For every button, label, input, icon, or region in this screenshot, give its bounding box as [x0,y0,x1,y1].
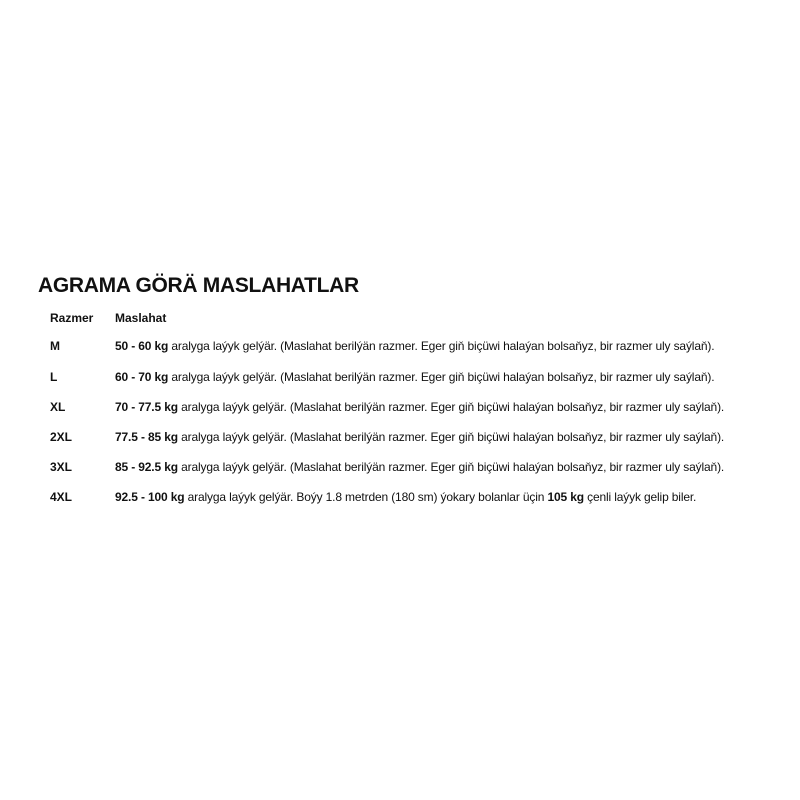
size-row-4xl [0,490,800,508]
weight-range: 85 - 92.5 kg [115,460,178,474]
advice-description: aralyga laýyk gelýär. (Maslahat berilýän razmer. Eger giň biçüwi halaýan bolsaňyz, bir razmer uly saýlaň). [168,339,715,353]
advice-text [115,460,724,474]
advice-description: aralyga laýyk gelýär. (Maslahat berilýän razmer. Eger giň biçüwi halaýan bolsaňyz, bir razmer uly saýlaň). [177,400,725,414]
size-label: 3XL [50,460,73,474]
size-label: XL [50,400,66,414]
size-row-2xl [0,430,800,448]
advice-description: aralyga laýyk gelýär. (Maslahat berilýän razmer. Eger giň biçüwi halaýan bolsaňyz, bir razmer uly saýlaň). [177,460,725,474]
size-label: 2XL [50,430,73,444]
weight-range: 77.5 - 85 kg [115,430,178,444]
weight-range: 70 - 77.5 kg [115,400,178,414]
size-label: M [50,339,60,353]
advice-tail: çenli laýyk gelip biler. [583,490,697,504]
size-row-3xl [0,460,800,478]
size-label: L [50,370,58,384]
size-column-header: Razmer [50,311,94,325]
advice-text [115,370,714,384]
size-label: 4XL [50,490,73,504]
advice-text [115,400,724,414]
max-weight: 105 kg [547,490,584,504]
size-row-m [0,339,800,357]
weight-range: 92.5 - 100 kg [115,490,185,504]
advice-text [115,430,724,444]
advice-text [115,339,714,353]
size-row-xl [0,400,800,418]
advice-text [115,490,696,504]
advice-description: aralyga laýyk gelýär. (Maslahat berilýän razmer. Eger giň biçüwi halaýan bolsaňyz, bir razmer uly saýlaň). [168,370,715,384]
advice-description: aralyga laýyk gelýär. Boýy 1.8 metrden (180 sm) ýokary bolanlar üçin [184,490,548,504]
advice-column-header: Maslahat [115,311,167,325]
weight-range: 60 - 70 kg [115,370,169,384]
page-title: AGRAMA GÖRÄ MASLAHATLAR [38,274,359,297]
size-row-l [0,370,800,388]
weight-range: 50 - 60 kg [115,339,169,353]
advice-description: aralyga laýyk gelýär. (Maslahat berilýän razmer. Eger giň biçüwi halaýan bolsaňyz, bir razmer uly saýlaň). [177,430,725,444]
